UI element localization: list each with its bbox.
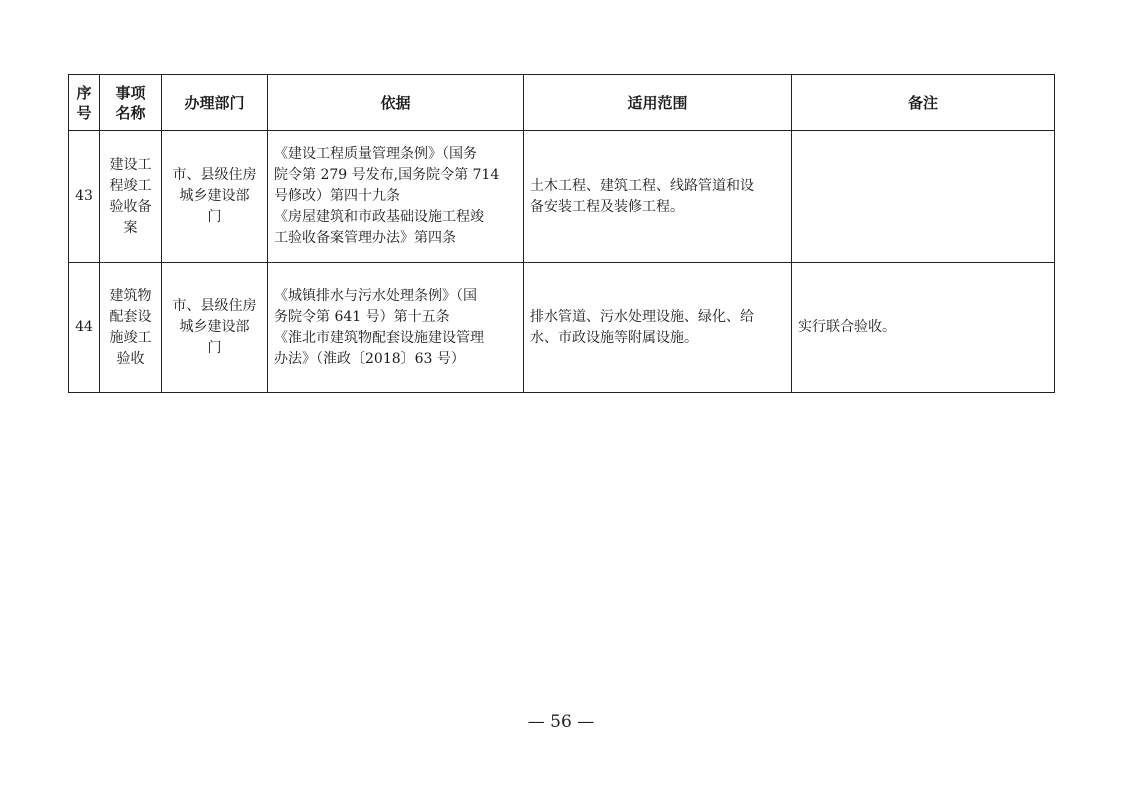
table-row [69,131,1055,263]
table-row [69,263,1055,393]
document-table [68,74,1055,393]
cell-basis: 《建设工程质量管理条例》（国务 院令第 279 号发布,国务院令第 714 号修改）第四十九条 《房屋建筑和市政基础设施工程竣 工验收备案管理办法》第四条 [268,131,524,263]
header-department: 办理部门 [162,75,268,131]
cell-remarks [792,131,1055,263]
header-index: 序 号 [69,75,100,131]
cell-scope: 排水管道、污水处理设施、绿化、给 水、市政设施等附属设施。 [524,263,792,393]
cell-index: 43 [69,131,100,263]
table-header [69,75,1055,131]
cell-basis: 《城镇排水与污水处理条例》（国 务院令第 641 号）第十五条 《淮北市建筑物配套设施建设管理 办法》（淮政〔2018〕63 号） [268,263,524,393]
cell-scope: 土木工程、建筑工程、线路管道和设 备安装工程及装修工程。 [524,131,792,263]
cell-item-name: 建筑物 配套设 施竣工 验收 [100,263,162,393]
header-remarks: 备注 [792,75,1055,131]
header-basis: 依据 [268,75,524,131]
cell-department: 市、县级住房 城乡建设部 门 [162,131,268,263]
cell-department: 市、县级住房 城乡建设部 门 [162,263,268,393]
page-number: — 56 — [527,712,595,732]
cell-item-name: 建设工 程竣工 验收备 案 [100,131,162,263]
cell-index: 44 [69,263,100,393]
header-item-name: 事项 名称 [100,75,162,131]
header-scope: 适用范围 [524,75,792,131]
header-row [69,75,1055,131]
cell-remarks: 实行联合验收。 [792,263,1055,393]
